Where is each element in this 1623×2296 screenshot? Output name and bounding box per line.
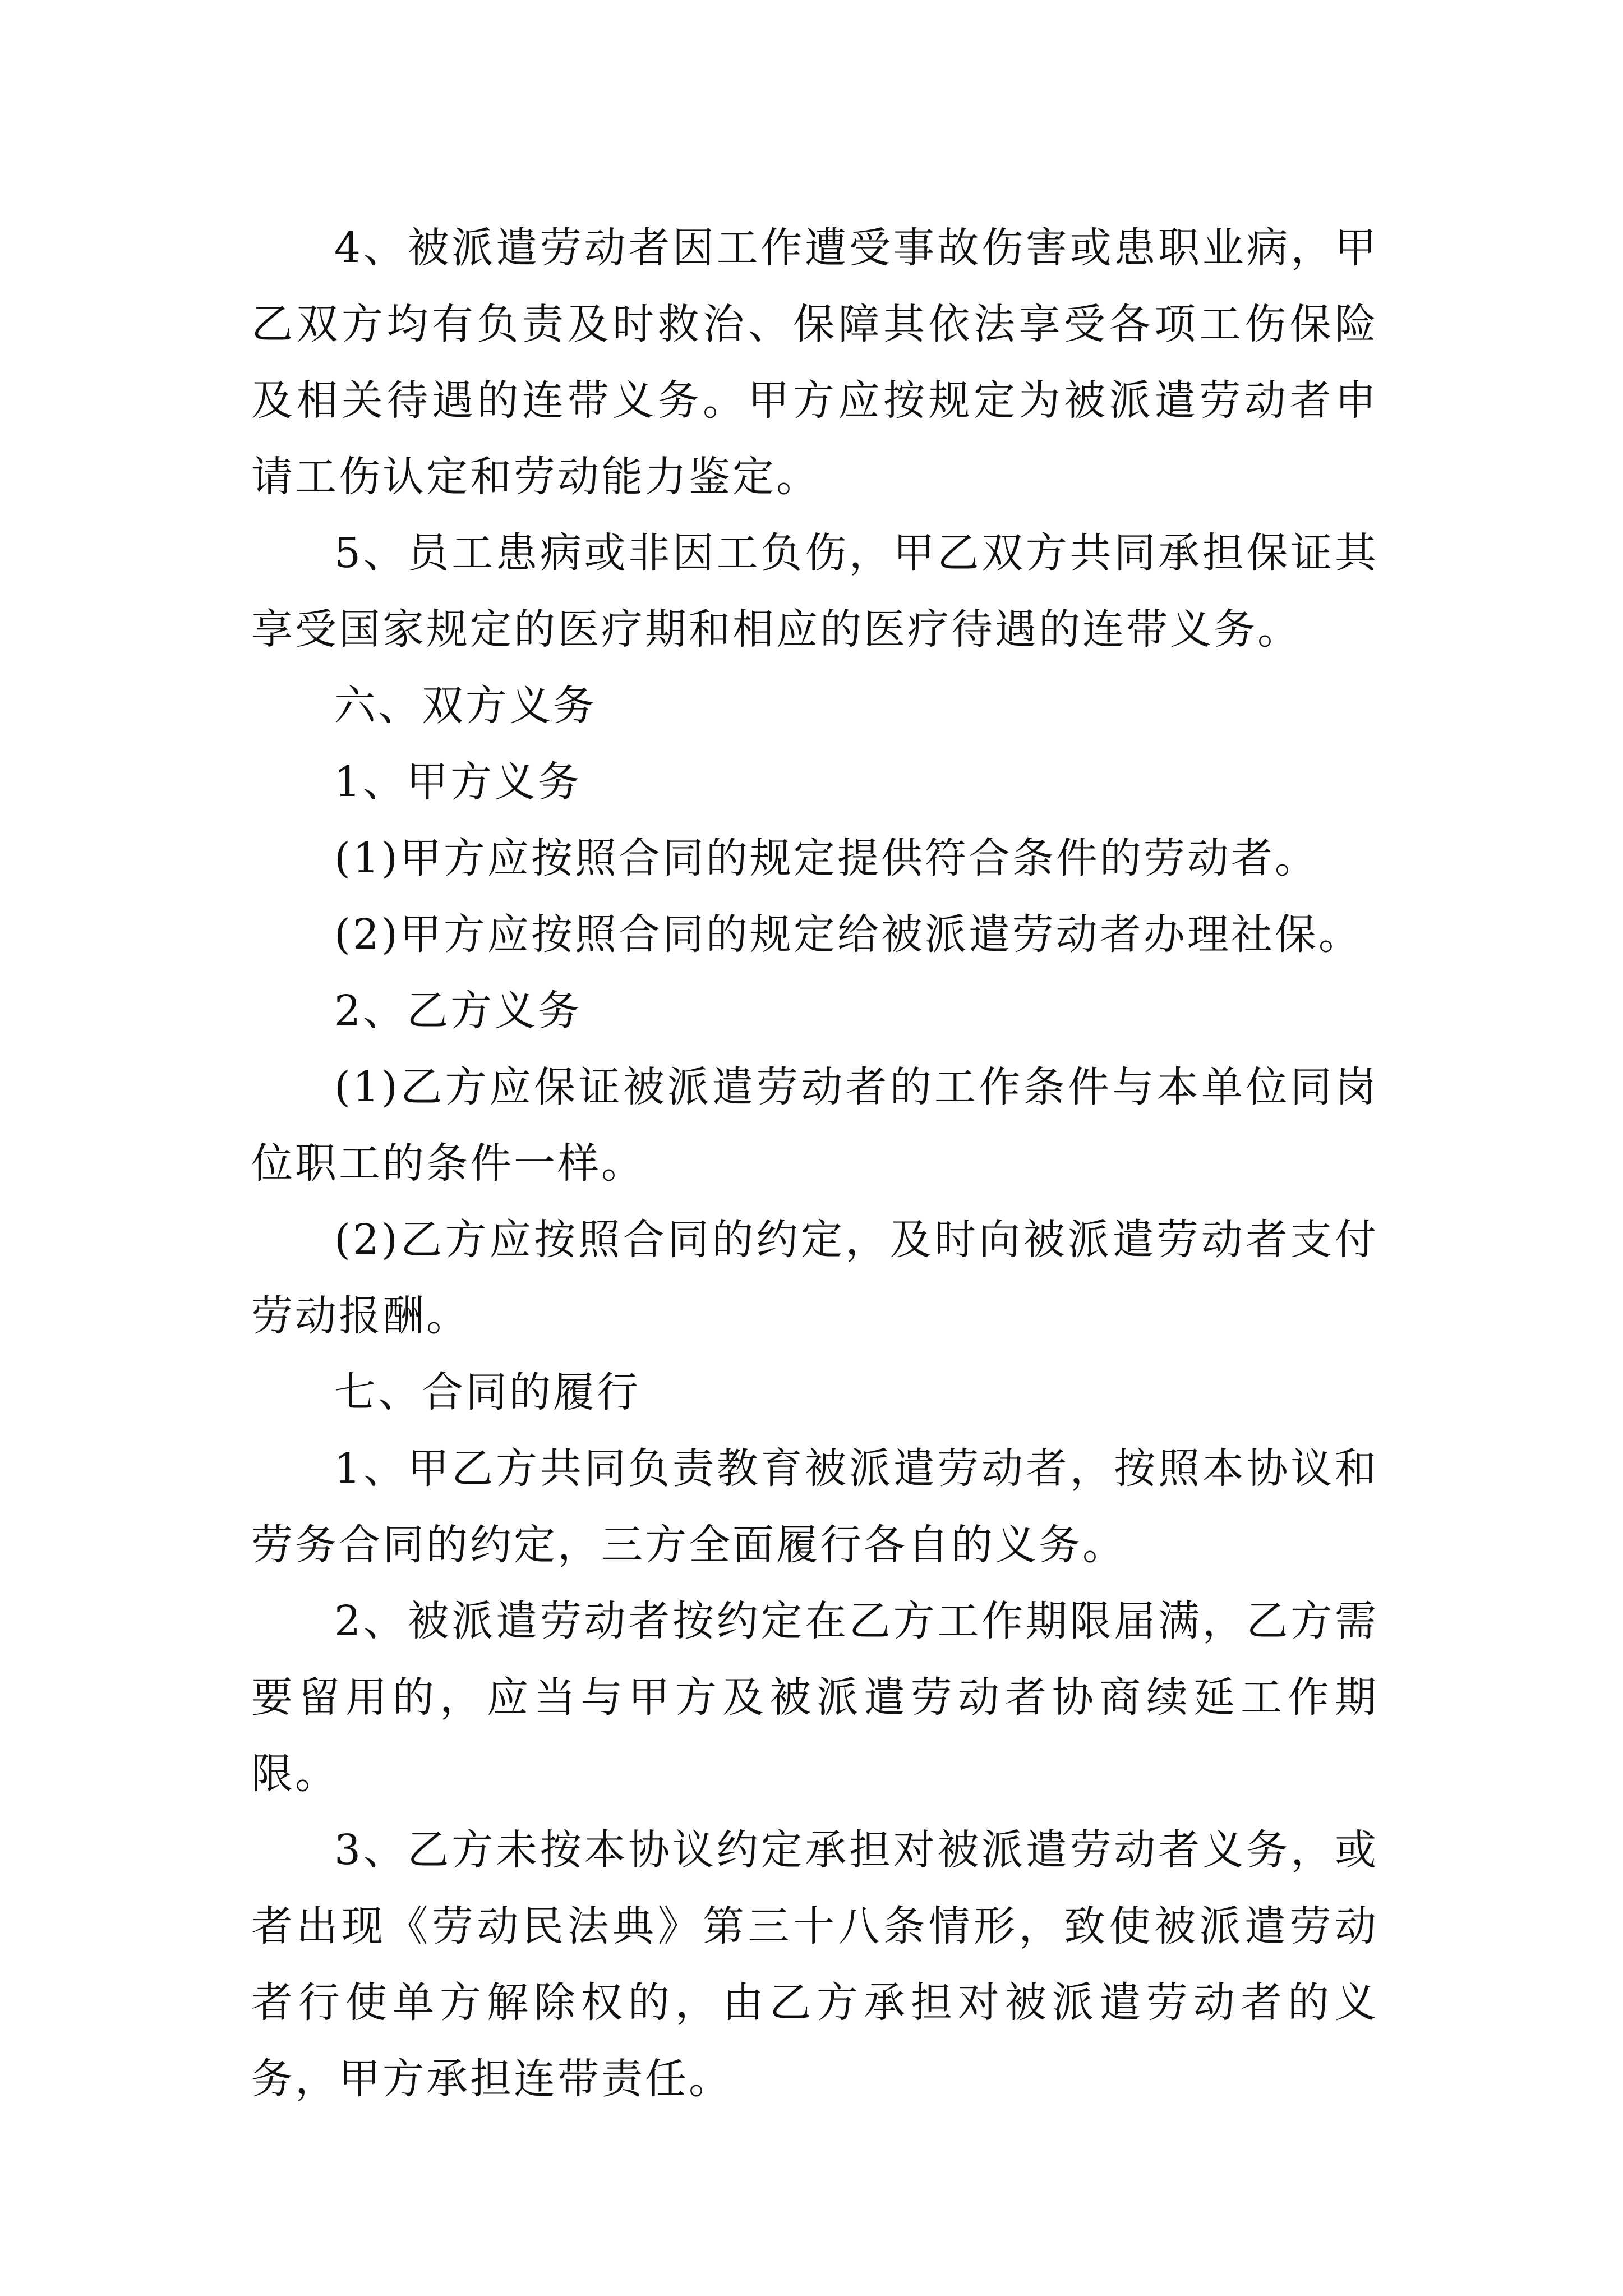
list-item-party-a-2: (2)甲方应按照合同的规定给被派遣劳动者办理社保。 [334,910,1362,959]
section-heading-performance: 七、合同的履行 [334,1368,640,1416]
subheading-party-b-obligations: 2、乙方义务 [334,987,582,1035]
paragraph-illness-medical: 5、员工患病或非因工负伤，甲乙双方共同承担保证其享受国家规定的医疗期和相应的医疗待遇的连带义务。 [251,529,1378,654]
list-item-party-b-1: (1)乙方应保证被派遣劳动者的工作条件与本单位同岗位职工的条件一样。 [251,1063,1378,1188]
document-body [251,210,1378,2117]
paragraph-performance-3: 3、乙方未按本协议约定承担对被派遣劳动者义务，或者出现《劳动民法典》第三十八条情形，致使被派遣劳动者行使单方解除权的，由乙方承担对被派遣劳动者的义务，甲方承担连带责任。 [251,1826,1378,2103]
subheading-party-a-obligations: 1、甲方义务 [334,758,582,806]
paragraph-injury-treatment: 4、被派遣劳动者因工作遭受事故伤害或患职业病，甲乙双方均有负责及时救治、保障其依法享受各项工伤保险及相关待遇的连带义务。甲方应按规定为被派遣劳动者申请工伤认定和劳动能力鉴定。 [251,224,1378,501]
list-item-party-a-1: (1)甲方应按照合同的规定提供符合条件的劳动者。 [334,834,1318,882]
section-heading-obligations: 六、双方义务 [334,682,597,730]
paragraph-performance-2: 2、被派遣劳动者按约定在乙方工作期限届满，乙方需要留用的，应当与甲方及被派遣劳动者协商续延工作期限。 [251,1597,1378,1798]
paragraph-performance-1: 1、甲乙方共同负责教育被派遣劳动者，按照本协议和劳务合同的约定，三方全面履行各自的义务。 [251,1444,1378,1569]
list-item-party-b-2: (2)乙方应按照合同的约定，及时向被派遣劳动者支付劳动报酬。 [251,1216,1378,1340]
